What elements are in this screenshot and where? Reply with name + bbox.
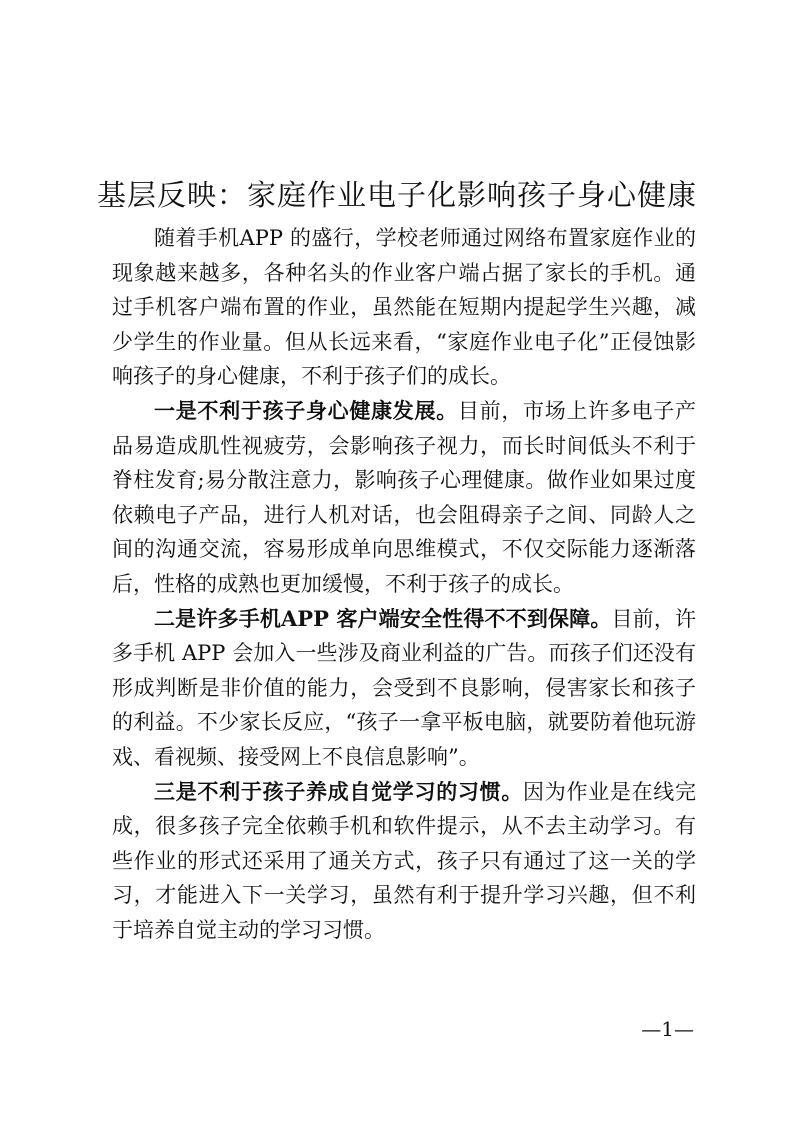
paragraph-heading: 三是不利于孩子养成自觉学习的习惯。 (154, 778, 524, 804)
paragraph-point-two (112, 602, 696, 775)
paragraph-heading: 二是许多手机APP 客户端安全性得不不到保障。 (154, 605, 612, 631)
paragraph-point-three (112, 775, 696, 948)
paragraph-text: 目前，许多手机 APP 会加入一些涉及商业利益的广告。而孩子们还没有形成判断是非价值的能力，会受到不良影响，侵害家长和孩子的利益。不少家长反应，“孩子一拿平板电脑，就要防着他玩游戏、看视频、接受网上不良信息影响”。 (112, 606, 696, 769)
paragraph-heading: 一是不利于孩子身心健康发展。 (154, 397, 458, 423)
paragraph-intro (112, 221, 696, 394)
paragraph-text: 因为作业是在线完成，很多孩子完全依赖手机和软件提示，从不去主动学习。有些作业的形式还采用了通关方式，孩子只有通过了这一关的学习，才能进入下一关学习，虽然有利于提升学习兴趣，但不利于培养自觉主动的学习习惯。 (112, 779, 697, 942)
article-body (112, 221, 696, 947)
paragraph-text: 随着手机APP 的盛行，学校老师通过网络布置家庭作业的现象越来越多，各种名头的作业客户端占据了家长的手机。通过手机客户端布置的作业，虽然能在短期内提起学生兴趣，减少学生的作业量。但从长远来看，“家庭作业电子化”正侵蚀影响孩子的身心健康，不利于孩子们的成长。 (112, 226, 696, 389)
page-title: 基层反映：家庭作业电子化影响孩子身心健康 (96, 178, 697, 213)
page-number: —1— (641, 1017, 694, 1041)
paragraph-text: 目前，市场上许多电子产品易造成肌性视疲劳，会影响孩子视力，而长时间低头不利于脊柱发育;易分散注意力，影响孩子心理健康。做作业如果过度依赖电子产品，进行人机对话，也会阻碍亲子之间、同龄人之间的沟通交流，容易形成单向思维模式，不仅交际能力逐渐落后，性格的成熟也更加缓慢，不利于孩子的成长。 (112, 398, 697, 596)
paragraph-point-one (112, 394, 696, 602)
